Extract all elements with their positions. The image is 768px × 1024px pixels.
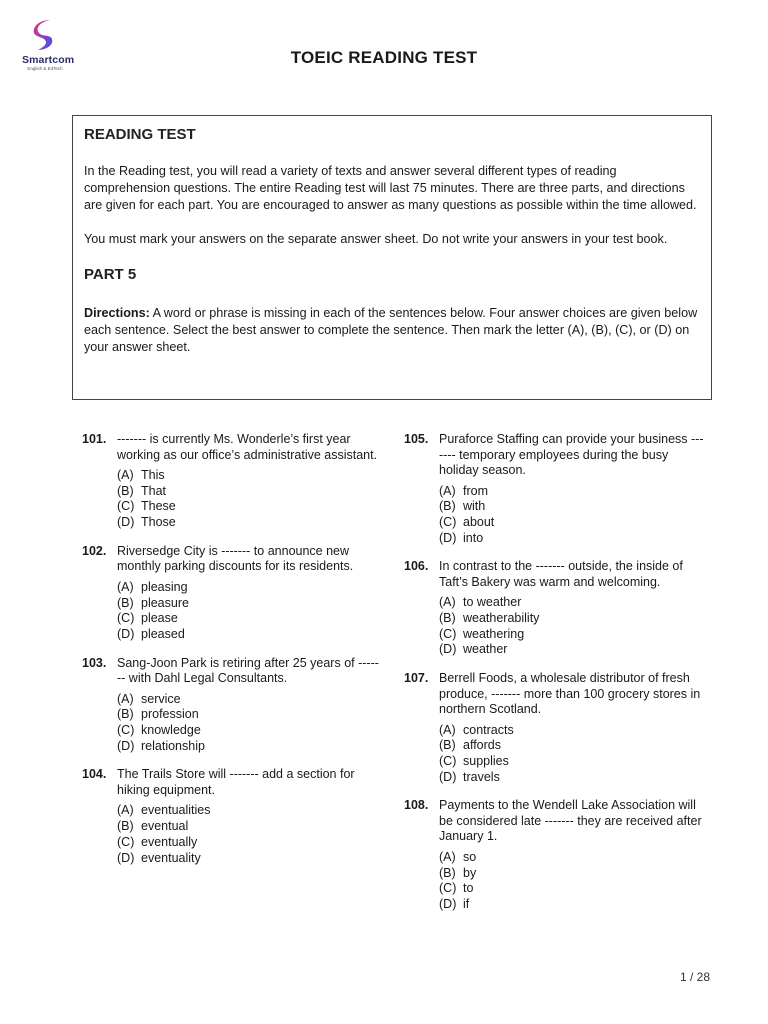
question-text: Sang-Joon Park is retiring after 25 years of ------- with Dahl Legal Consultants. [117,655,379,686]
questions-left-column [82,432,382,879]
part-directions [84,305,699,356]
question-108 [404,798,704,912]
answer-choices [439,484,704,547]
choice-c: (C) about [439,514,495,529]
choice-b: (B) affords [439,738,501,753]
choice-b: (B) eventual [117,819,189,834]
question-number: 102. [82,543,107,558]
choice-b: (B) profession [117,707,199,722]
question-number: 103. [82,655,107,670]
choice-a: (A) contracts [439,722,514,737]
answer-choices [117,468,382,531]
choice-a: (A) to weather [439,595,522,610]
question-103 [82,656,382,755]
question-text: ------- is currently Ms. Wonderle’s first year working as our office’s administrative assistant. [117,432,378,462]
question-number: 101. [82,432,107,446]
answer-choices [117,803,382,866]
choice-b: (B) by [439,865,477,880]
choice-a: (A) eventualities [117,803,211,818]
answer-choices [439,850,704,913]
question-number: 104. [82,767,107,782]
choice-b: (B) weatherability [439,611,540,626]
question-text: In contrast to the ------- outside, the inside of Taft’s Bakery was warm and welcoming. [439,559,683,589]
choice-a: (A) from [439,483,488,498]
choice-d: (D) if [439,897,470,912]
choice-b: (B) pleasure [117,595,189,610]
choice-c: (C) please [117,611,178,626]
question-101 [82,432,382,531]
question-number: 105. [404,432,429,446]
page-indicator: 1 / 28 [679,970,710,984]
part-heading: PART 5 [84,266,137,283]
question-text: Riversedge City is ------- to announce new monthly parking discounts for its residents. [117,543,354,574]
choice-c: (C) knowledge [117,723,201,738]
reading-test-instructions-box [72,115,712,400]
questions-right-column [404,432,704,926]
choice-d: (D) weather [439,642,508,657]
question-102 [82,544,382,643]
answer-choices [117,692,382,755]
choice-d: (D) into [439,530,484,545]
choice-a: (A) This [117,468,165,482]
question-104 [82,767,382,866]
choice-c: (C) These [117,499,176,514]
reading-test-intro: In the Reading test, you will read a variety of texts and answer several different types of reading comprehension questions. The entire Reading test will last 75 minutes. There are three parts, and directions are given for each part. You are encouraged to answer as many questions as possible within the time allowed. [84,164,697,212]
choice-a: (A) pleasing [117,579,188,594]
question-text: The Trails Store will ------- add a section for hiking equipment. [117,767,355,797]
answer-sheet-note: You must mark your answers on the separate answer sheet. Do not write your answers in your test book. [84,232,668,246]
choice-a: (A) service [117,691,181,706]
choice-c: (C) eventually [117,834,198,849]
question-text: Payments to the Wendell Lake Association will be considered late ------- they are received after January 1. [439,798,702,844]
reading-test-heading: READING TEST [84,126,196,143]
answer-choices [117,580,382,643]
question-text: Berrell Foods, a wholesale distributor of fresh produce, ------- more than 100 grocery stores in northern Scotland. [439,671,701,717]
directions-text: A word or phrase is missing in each of the sentences below. Four answer choices are given below each sentence. Select the best answer to complete the sentence. Then mark the letter (A), (B), (C), or (D) on your answer sheet. [84,306,698,354]
question-number: 106. [404,559,429,574]
logo-tagline: English & EdTech [27,66,63,71]
choice-a: (A) so [439,849,477,864]
directions-label: Directions: [84,306,150,320]
choice-b: (B) That [117,483,167,498]
answer-choices [439,595,704,658]
question-107 [404,671,704,785]
choice-d: (D) travels [439,769,500,784]
question-number: 108. [404,798,429,813]
choice-b: (B) with [439,499,486,514]
choice-c: (C) weathering [439,626,525,641]
choice-c: (C) supplies [439,754,509,769]
choice-d: (D) pleased [117,626,185,641]
question-105 [404,432,704,546]
question-text: Puraforce Staffing can provide your business ------- temporary employees during the busy holiday season. [439,432,704,477]
answer-choices [439,723,704,786]
choice-d: (D) eventuality [117,850,201,865]
smartcom-logo-icon [30,18,60,52]
question-106 [404,559,704,658]
choice-c: (C) to [439,881,474,896]
choice-d: (D) Those [117,515,176,530]
choice-d: (D) relationship [117,738,205,753]
document-title: TOEIC READING TEST [290,48,478,67]
question-number: 107. [404,671,429,686]
logo-brand-text: Smartcom [22,54,75,66]
